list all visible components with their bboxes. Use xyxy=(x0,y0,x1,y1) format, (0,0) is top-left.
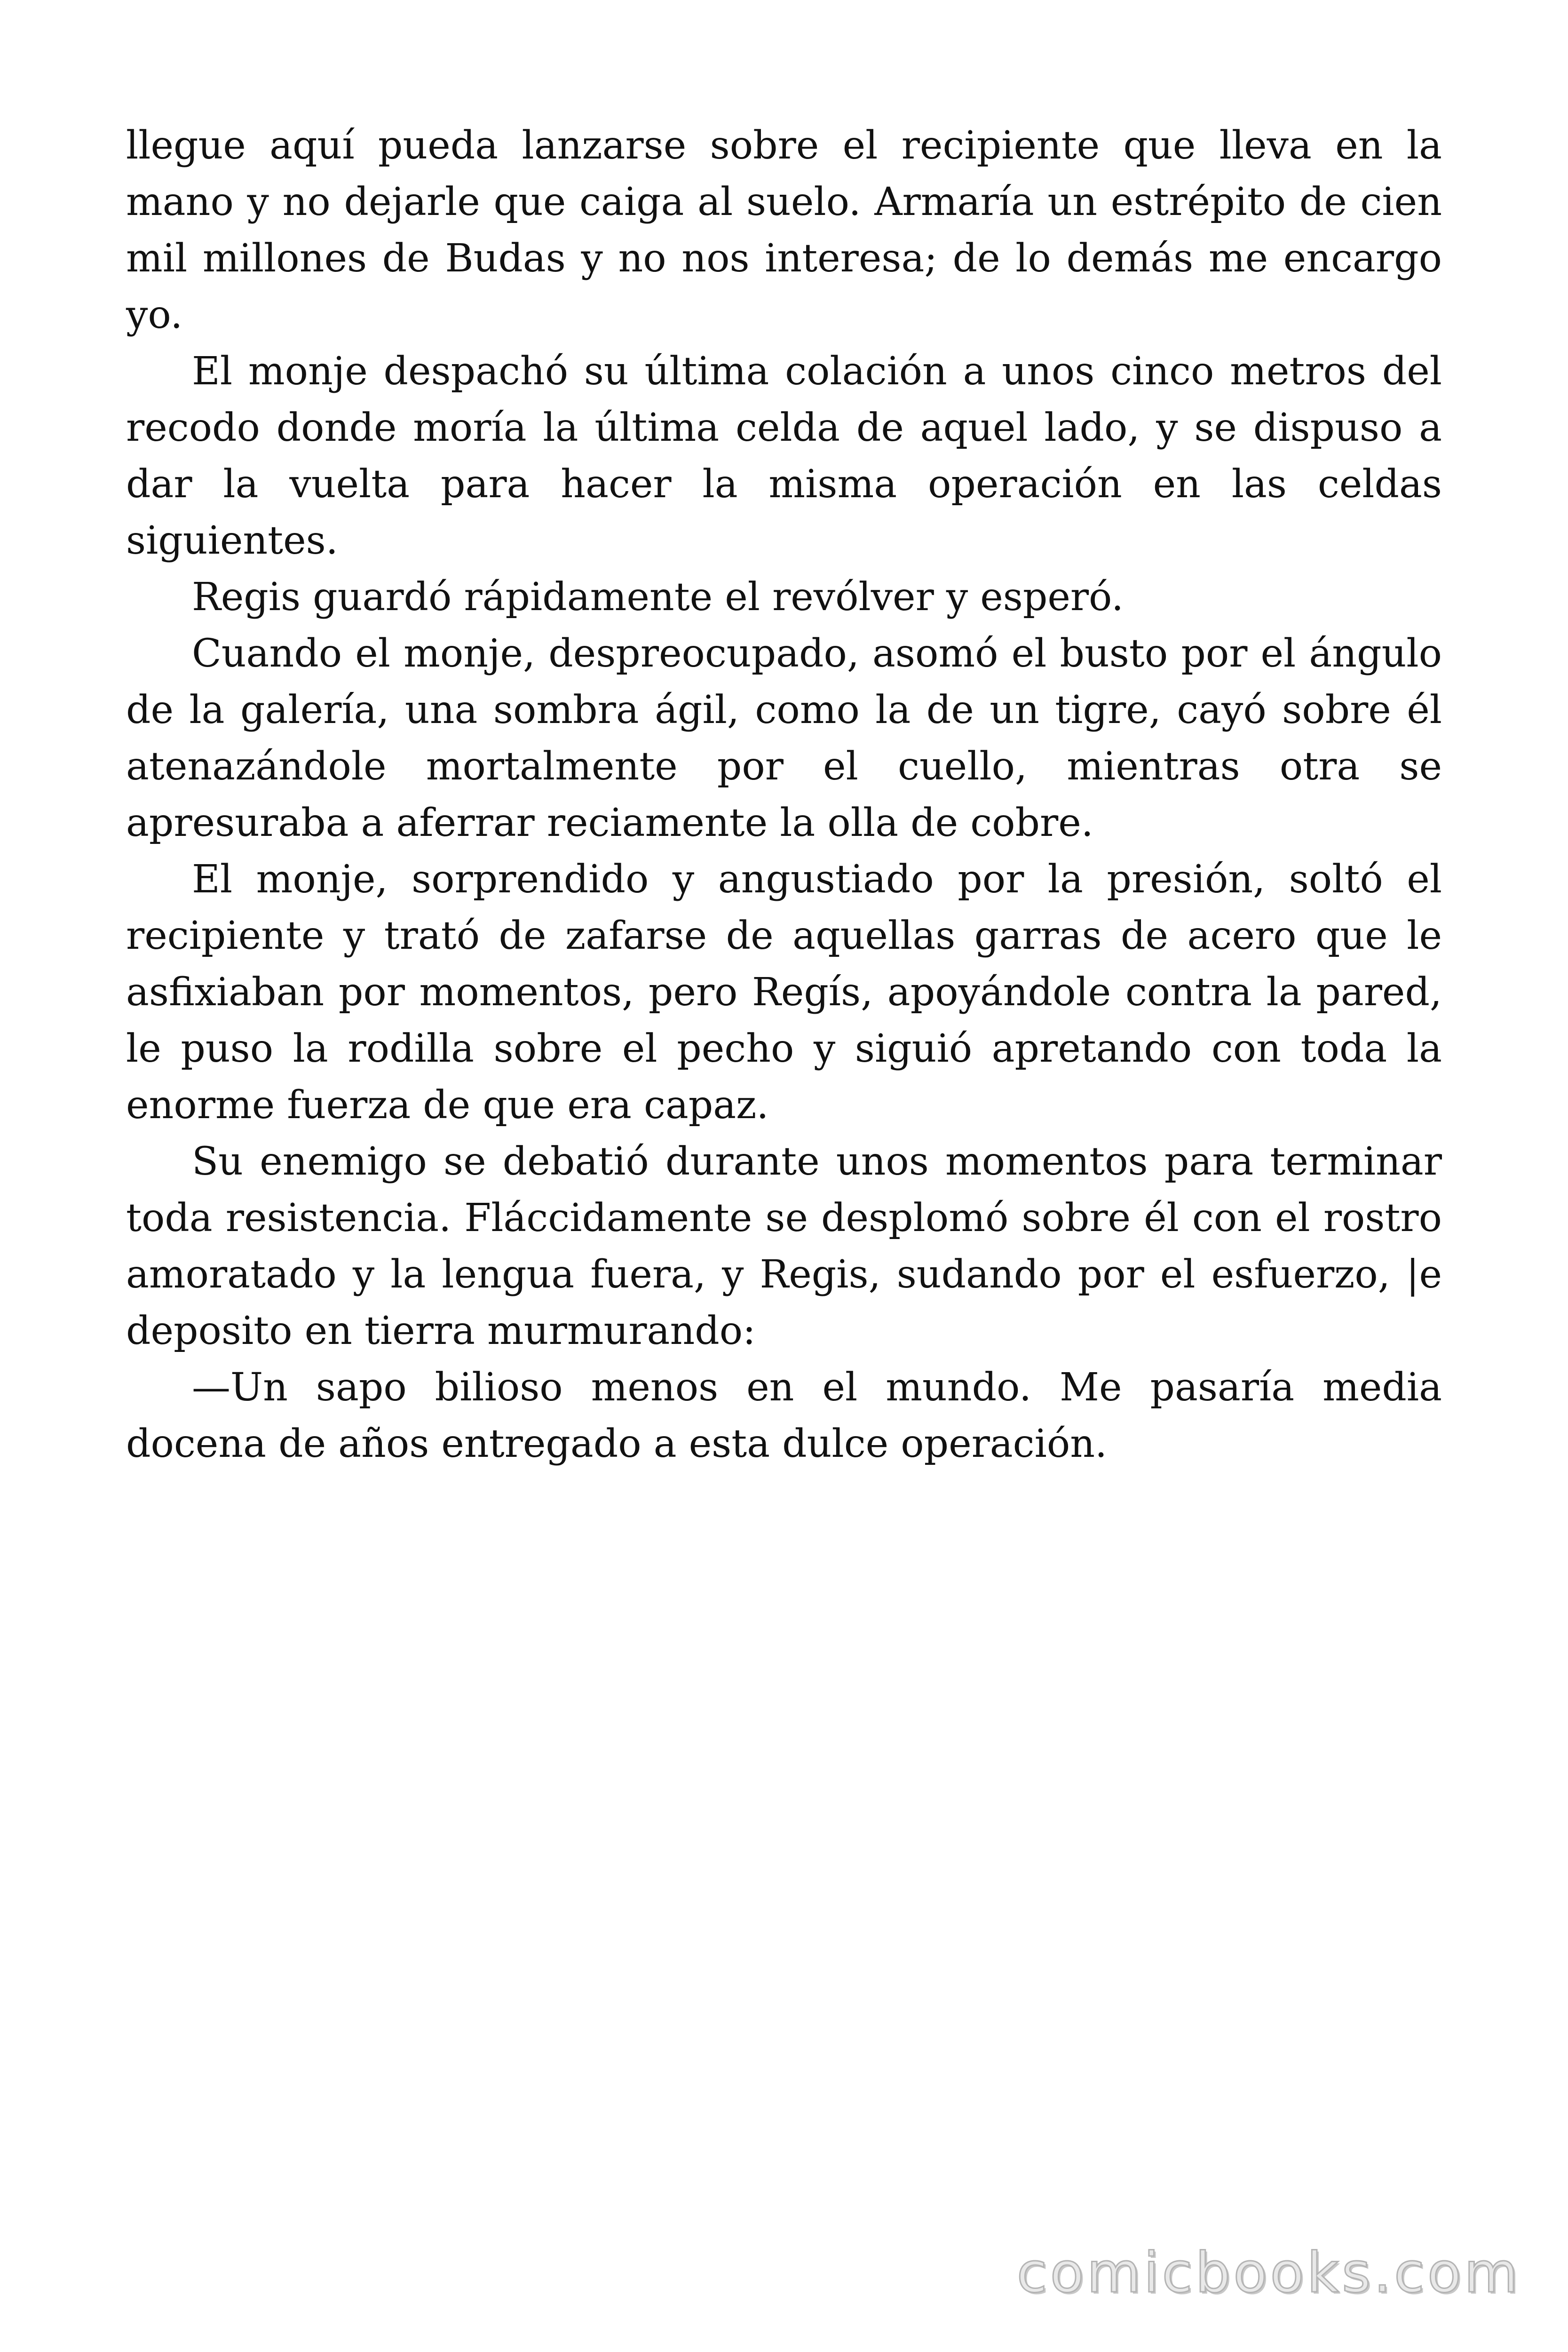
paragraph-1: llegue aquí pueda lanzarse sobre el recipiente que lleva en la mano y no dejarle que caiga al suelo. Armaría un estrépito de cien mil millones de Budas y no nos interesa; de lo demás me encargo yo. xyxy=(126,123,1442,337)
paragraph-4: Cuando el monje, despreocupado, asomó el busto por el ángulo de la galería, una sombra ágil, como la de un tigre, cayó sobre él atenazándole mortalmente por el cuello, mientras otra se apresuraba a aferrar reciamente la olla de cobre. xyxy=(126,631,1442,845)
page-body xyxy=(126,118,1442,1472)
paragraph-7: —Un sapo bilioso menos en el mundo. Me pasaría media docena de años entregado a esta dulce operación. xyxy=(126,1365,1442,1466)
paragraph-3: Regis guardó rápidamente el revólver y esperó. xyxy=(192,575,1124,620)
paragraph-6: Su enemigo se debatió durante unos momentos para terminar toda resistencia. Fláccidamente se desplomó sobre él con el rostro amoratado y la lengua fuera, y Regis, sudando por el esfuerzo, |e deposito en tierra murmurando: xyxy=(126,1139,1442,1353)
paragraph-2: El monje despachó su última colación a unos cinco metros del recodo donde moría la última celda de aquel lado, y se dispuso a dar la vuelta para hacer la misma operación en las celdas siguientes. xyxy=(126,349,1442,563)
paragraph-5: El monje, sorprendido y angustiado por la presión, soltó el recipiente y trató de zafarse de aquellas garras de acero que le asfixiaban por momentos, pero Regís, apoyándole contra la pared, le puso la rodilla sobre el pecho y siguió apretando con toda la enorme fuerza de que era capaz. xyxy=(126,857,1442,1128)
watermark: comicbooks.com xyxy=(1016,2240,1521,2305)
